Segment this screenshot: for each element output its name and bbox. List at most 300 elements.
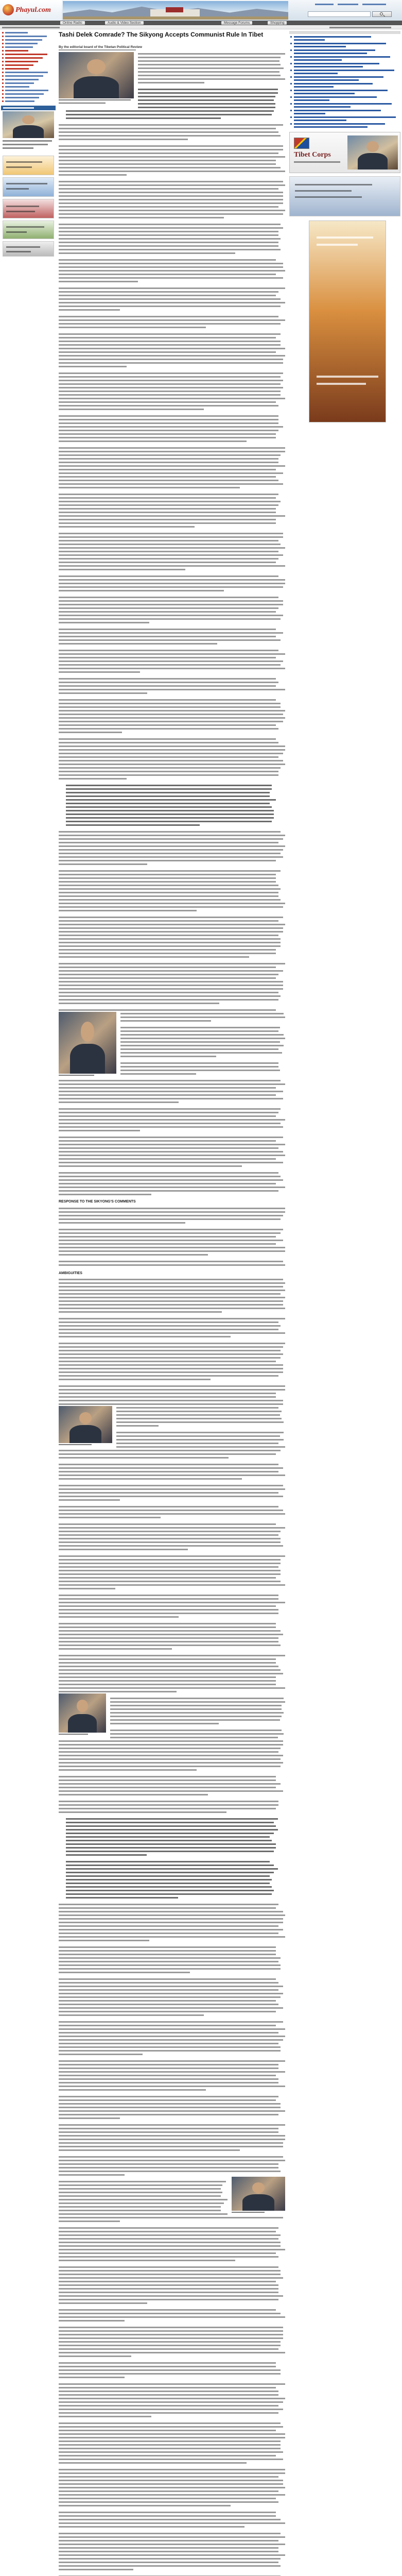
text-line xyxy=(59,706,281,708)
paragraph-line xyxy=(59,408,285,411)
paragraph-line xyxy=(59,652,285,656)
paragraph-line xyxy=(59,468,285,471)
paragraph-line xyxy=(59,2368,285,2372)
ad-graphic xyxy=(6,183,47,184)
paragraph-line xyxy=(59,716,285,720)
text-line xyxy=(59,512,276,513)
text-line xyxy=(59,2089,206,2091)
sidebar-link[interactable] xyxy=(1,31,56,35)
paragraph-line xyxy=(59,1782,285,1786)
text-line xyxy=(59,327,206,328)
header-link[interactable] xyxy=(338,4,358,5)
photo-subject-body xyxy=(68,1714,96,1733)
text-line xyxy=(59,124,283,126)
headline-item[interactable] xyxy=(289,55,400,62)
text-line xyxy=(59,845,285,847)
section-heading: AMBIGUITIES xyxy=(59,1272,82,1275)
sidebar-link[interactable] xyxy=(1,67,56,71)
text-line xyxy=(59,1304,283,1306)
paragraph-line xyxy=(59,610,285,614)
paragraph-line xyxy=(59,191,285,194)
text-line xyxy=(138,57,281,58)
paragraph-line xyxy=(59,1956,285,1960)
text-line xyxy=(59,2444,281,2446)
paragraph-line xyxy=(59,1217,285,1221)
paragraph-line xyxy=(116,1420,285,1424)
text-line xyxy=(59,1541,281,1543)
paragraph-line xyxy=(120,1037,285,1040)
text-line xyxy=(59,508,276,510)
sidebar-ad[interactable] xyxy=(3,177,54,197)
paragraph-line xyxy=(59,1331,285,1335)
paragraph-line xyxy=(59,1161,285,1164)
text-line xyxy=(59,689,285,690)
headline-item[interactable] xyxy=(289,75,400,82)
text-line xyxy=(59,465,285,467)
text-line xyxy=(59,1588,115,1589)
paragraph-line xyxy=(59,2535,285,2539)
paragraph-line xyxy=(59,1505,285,1509)
text-line xyxy=(66,1822,274,1823)
text-line xyxy=(59,853,281,854)
paragraph-line xyxy=(59,1572,285,1576)
quote-line xyxy=(138,102,278,106)
sidebar-photo-caption[interactable] xyxy=(3,140,52,142)
paragraph-line xyxy=(59,759,285,762)
sidebar-link[interactable] xyxy=(1,99,56,103)
text-line xyxy=(59,2316,285,2318)
sidebar-link[interactable] xyxy=(1,53,56,56)
paragraph-line xyxy=(59,514,285,518)
ad-graphic xyxy=(317,236,373,239)
sidebar-link[interactable] xyxy=(1,78,56,81)
paragraph-line xyxy=(59,1622,285,1625)
paragraph-line xyxy=(59,1786,285,1789)
paragraph-line xyxy=(59,1143,285,1146)
paragraph-line xyxy=(59,2386,285,2389)
text-line xyxy=(59,1630,281,1632)
headline-text xyxy=(294,39,325,41)
nav-tab-message-forums[interactable]: Message Forums xyxy=(221,21,252,25)
paragraph-line xyxy=(138,70,285,74)
paragraph-line xyxy=(59,479,285,482)
sidebar-link-text xyxy=(5,39,42,41)
text-line xyxy=(66,1851,274,1852)
headline-text xyxy=(294,96,377,98)
headline-item[interactable] xyxy=(289,35,400,42)
text-line xyxy=(59,224,281,225)
text-line xyxy=(138,82,204,83)
quote-line xyxy=(66,1867,278,1871)
paragraph-line xyxy=(120,1019,285,1023)
search-bar xyxy=(307,10,394,18)
paragraph-line xyxy=(59,1512,285,1516)
text-line xyxy=(59,888,281,890)
paragraph-line xyxy=(59,2010,285,2013)
text-line xyxy=(59,831,281,833)
text-line xyxy=(59,1297,285,1298)
text-line xyxy=(66,814,274,815)
bullet-icon xyxy=(2,32,4,33)
text-line xyxy=(59,1964,281,1966)
paragraph-line xyxy=(59,1995,285,1999)
text-line xyxy=(59,1602,285,1603)
paragraph-line xyxy=(59,887,285,891)
quote-line xyxy=(66,791,278,794)
paragraph-line xyxy=(59,2461,285,2465)
text-line xyxy=(66,785,272,786)
paragraph-line xyxy=(59,2159,285,2162)
text-line xyxy=(59,1744,283,1745)
paragraph-line xyxy=(59,1601,285,1604)
paragraph-line xyxy=(59,603,285,606)
text-line xyxy=(59,1282,285,1284)
sidebar-link[interactable] xyxy=(1,45,56,49)
paragraph-line xyxy=(59,1139,285,1143)
text-line xyxy=(59,2544,285,2545)
quote-line xyxy=(66,802,278,805)
headline-list xyxy=(289,35,400,131)
text-line xyxy=(59,1684,276,1685)
sidebar-link[interactable] xyxy=(1,92,56,96)
text-line xyxy=(59,1126,283,1128)
paragraph-line xyxy=(59,2273,285,2276)
text-line xyxy=(59,1137,283,1138)
paragraph-line xyxy=(59,1008,285,1012)
paragraph-line xyxy=(59,2081,285,2084)
text-line xyxy=(59,2096,278,2097)
paragraph-line xyxy=(59,905,285,909)
headline-item[interactable] xyxy=(289,109,400,115)
sidebar-link[interactable] xyxy=(1,56,56,60)
text-line xyxy=(110,1730,282,1731)
paragraph-line xyxy=(59,1303,285,1307)
text-line xyxy=(59,2054,143,2055)
text-line xyxy=(59,1496,283,1497)
text-line xyxy=(59,2533,281,2534)
site-logo[interactable] xyxy=(0,0,62,21)
paragraph-line xyxy=(59,2561,285,2564)
nav-tab-shopping[interactable]: Shopping xyxy=(268,21,287,25)
tibet-corps-ad[interactable] xyxy=(289,132,400,173)
paragraph-line xyxy=(59,2479,285,2482)
search-button[interactable] xyxy=(372,11,392,17)
paragraph-line xyxy=(59,2361,285,2365)
text-line xyxy=(59,874,276,875)
paragraph-line xyxy=(59,748,285,752)
paragraph-line xyxy=(110,1700,285,1704)
paragraph-line xyxy=(59,262,285,265)
paragraph-line xyxy=(59,1985,285,1988)
paragraph-line xyxy=(59,212,285,216)
paragraph-line xyxy=(59,418,285,421)
text-line xyxy=(59,1545,283,1547)
ad-graphic xyxy=(317,376,378,378)
paragraph-line xyxy=(59,397,285,400)
text-line xyxy=(59,2292,278,2293)
sidebar-ad[interactable] xyxy=(289,176,400,216)
text-line xyxy=(59,917,283,918)
paragraph-line xyxy=(59,2283,285,2287)
text-line xyxy=(110,1701,285,1703)
text-line xyxy=(59,274,276,275)
headline-text xyxy=(294,79,359,81)
photo-subject xyxy=(77,1700,88,1712)
text-line xyxy=(59,2490,278,2492)
text-line xyxy=(66,117,221,119)
sidebar-ad[interactable] xyxy=(3,241,54,257)
text-line xyxy=(59,1385,285,1387)
text-line xyxy=(59,1321,278,1323)
paragraph-line xyxy=(59,233,285,237)
paragraph-line xyxy=(59,371,285,375)
quote-line xyxy=(66,116,278,120)
paragraph-line xyxy=(59,1384,285,1388)
headline-item[interactable] xyxy=(289,95,400,102)
text-line xyxy=(59,1605,276,1607)
paragraph-line xyxy=(59,2077,285,2081)
headline-item[interactable] xyxy=(289,102,400,109)
paragraph-line xyxy=(59,2116,285,2120)
text-line xyxy=(66,806,272,808)
paragraph-line xyxy=(59,453,285,457)
text-line xyxy=(59,2558,281,2560)
nav-tab-online-radio[interactable]: Online Radio xyxy=(60,21,85,25)
text-line xyxy=(110,1723,219,1724)
paragraph-line xyxy=(59,532,285,535)
headline-text xyxy=(294,126,368,128)
paragraph-line xyxy=(59,2408,285,2411)
text-line xyxy=(66,821,272,822)
text-line xyxy=(59,451,285,452)
text-line xyxy=(59,160,276,161)
paragraph-line xyxy=(59,1235,285,1239)
paragraph-line xyxy=(116,1442,285,1445)
bullet-icon xyxy=(290,103,292,105)
text-line xyxy=(59,2487,285,2488)
paragraph-line xyxy=(59,350,285,354)
search-input[interactable] xyxy=(308,11,371,17)
paragraph-line xyxy=(59,1171,285,1175)
paragraph-line xyxy=(59,1260,285,1263)
section-heading: RESPONSE TO THE SIKYONG'S COMMENTS xyxy=(59,1200,136,1204)
text-line xyxy=(59,1375,278,1377)
text-line xyxy=(59,988,283,990)
paragraph-line xyxy=(59,934,285,937)
text-line xyxy=(59,1400,283,1401)
text-line xyxy=(59,764,285,765)
text-line xyxy=(59,2412,278,2414)
text-line xyxy=(59,266,283,268)
header-link[interactable] xyxy=(315,4,334,5)
paragraph-line xyxy=(59,855,285,859)
paragraph-line xyxy=(59,1597,285,1601)
text-line xyxy=(138,92,278,94)
sidebar-ad[interactable] xyxy=(3,221,54,239)
text-line xyxy=(59,995,281,997)
text-line xyxy=(59,597,278,598)
paragraph-line xyxy=(59,2138,285,2141)
headline-item[interactable] xyxy=(289,115,400,122)
sidebar-link[interactable] xyxy=(1,89,56,92)
paragraph-line xyxy=(59,1395,285,1399)
headline-item[interactable] xyxy=(289,122,400,129)
sidebar-link[interactable] xyxy=(1,71,56,74)
text-line xyxy=(59,1922,283,1923)
sidebar-link[interactable] xyxy=(1,85,56,89)
text-line xyxy=(59,653,285,655)
paragraph-line xyxy=(59,1803,285,1807)
text-line xyxy=(138,71,279,73)
datebar-links[interactable] xyxy=(329,27,391,28)
sidebar-link[interactable] xyxy=(1,81,56,85)
paragraph-line xyxy=(59,1921,285,1924)
text-line xyxy=(59,607,278,609)
sidebar-photo-caption[interactable] xyxy=(3,144,48,145)
skyscraper-ad[interactable] xyxy=(309,221,386,422)
paragraph-line xyxy=(59,301,285,304)
sidebar-photo-caption[interactable] xyxy=(3,147,33,149)
text-line xyxy=(59,2217,283,2218)
text-line xyxy=(59,992,278,993)
text-line xyxy=(59,682,278,683)
quote-line xyxy=(66,1874,278,1878)
header-link[interactable] xyxy=(362,4,386,5)
sidebar-link[interactable] xyxy=(1,63,56,67)
paragraph-line xyxy=(59,1487,285,1491)
text-line xyxy=(59,2526,244,2528)
paragraph-line xyxy=(59,1345,285,1349)
headline-item[interactable] xyxy=(289,62,400,69)
paragraph-line xyxy=(59,1761,285,1765)
sidebar-photo[interactable] xyxy=(3,111,54,138)
paragraph-line xyxy=(59,976,285,980)
headline-item[interactable] xyxy=(289,89,400,95)
paragraph-line xyxy=(59,336,285,340)
text-line xyxy=(59,586,283,588)
text-line xyxy=(59,558,278,560)
paragraph-line xyxy=(59,2336,285,2340)
text-line xyxy=(59,938,281,940)
paragraph-line xyxy=(59,343,285,347)
text-line xyxy=(59,2050,281,2052)
paragraph-line xyxy=(59,1522,285,1526)
sidebar-link[interactable] xyxy=(1,74,56,78)
paragraph-line xyxy=(59,2031,285,2035)
text-line xyxy=(59,171,285,172)
text-line xyxy=(59,2472,285,2474)
text-line xyxy=(59,1513,285,1515)
text-line xyxy=(59,2221,120,2222)
sidebar-ad[interactable] xyxy=(3,156,54,175)
paragraph-line xyxy=(59,2486,285,2489)
paragraph-line xyxy=(59,2024,285,2027)
paragraph-line xyxy=(59,991,285,994)
paragraph-line xyxy=(59,1484,285,1487)
sidebar-link[interactable] xyxy=(1,49,56,53)
paragraph-line xyxy=(110,1728,285,1732)
quote-line xyxy=(66,1817,278,1821)
text-line xyxy=(59,2163,278,2165)
headline-item[interactable] xyxy=(289,48,400,55)
paragraph-line xyxy=(59,425,285,429)
text-line xyxy=(59,376,281,378)
sidebar-link-text xyxy=(5,93,44,95)
sidebar-link[interactable] xyxy=(1,35,56,38)
quote-line xyxy=(66,1871,278,1874)
text-line xyxy=(59,767,281,769)
paragraph-line xyxy=(59,705,285,709)
paragraph-line xyxy=(59,596,285,599)
text-line xyxy=(59,472,283,474)
text-line xyxy=(59,1080,281,1081)
headline-item[interactable] xyxy=(289,82,400,89)
article-photo xyxy=(59,1012,116,1074)
paragraph-line xyxy=(59,2521,285,2525)
text-line xyxy=(59,942,281,943)
paragraph-line xyxy=(59,848,285,852)
paragraph-line xyxy=(59,1992,285,1995)
sidebar-link[interactable] xyxy=(1,96,56,99)
paragraph-line xyxy=(59,280,285,283)
text-line xyxy=(66,1897,178,1899)
paragraph-line xyxy=(59,1643,285,1647)
paragraph-line xyxy=(59,1668,285,1672)
paragraph-line xyxy=(59,180,285,183)
text-line xyxy=(59,128,276,129)
sidebar-link-text xyxy=(5,75,43,77)
ad-graphic xyxy=(295,184,372,185)
paragraph-line xyxy=(138,66,285,70)
paragraph-line xyxy=(59,1178,285,1182)
photo-subject xyxy=(81,1022,95,1041)
paragraph-line xyxy=(116,1434,285,1438)
headline-item[interactable] xyxy=(289,42,400,48)
sidebar-link[interactable] xyxy=(1,42,56,45)
paragraph-line xyxy=(59,1299,285,1303)
paragraph-line xyxy=(59,2340,285,2344)
paragraph-line xyxy=(59,365,285,368)
text-line xyxy=(59,174,127,176)
paragraph-line xyxy=(59,2482,285,2486)
paragraph-line xyxy=(59,2084,285,2088)
paragraph-line xyxy=(59,614,285,617)
ad-graphic xyxy=(6,231,27,233)
paragraph-line xyxy=(59,170,285,173)
paragraph-line xyxy=(59,663,285,667)
text-line xyxy=(59,2021,283,2023)
quote-line xyxy=(66,787,278,791)
text-line xyxy=(66,1861,270,1862)
headline-item[interactable] xyxy=(289,69,400,75)
text-line xyxy=(66,110,274,112)
text-line xyxy=(59,2036,285,2037)
paragraph-line xyxy=(138,56,285,59)
text-line xyxy=(59,430,278,431)
text-line xyxy=(59,1232,281,1234)
text-line xyxy=(59,835,285,836)
paragraph-line xyxy=(59,1530,285,1533)
sidebar-link-text xyxy=(5,68,29,70)
sidebar-ad[interactable] xyxy=(3,199,54,218)
sidebar-link[interactable] xyxy=(1,38,56,42)
paragraph-line xyxy=(59,258,285,262)
sidebar-link[interactable] xyxy=(1,60,56,63)
text-line xyxy=(59,956,249,958)
nav-tab-audio-video[interactable]: Audio & Video Section xyxy=(105,21,144,25)
paragraph-line xyxy=(59,1675,285,1679)
photo-caption-line xyxy=(59,1734,88,1735)
